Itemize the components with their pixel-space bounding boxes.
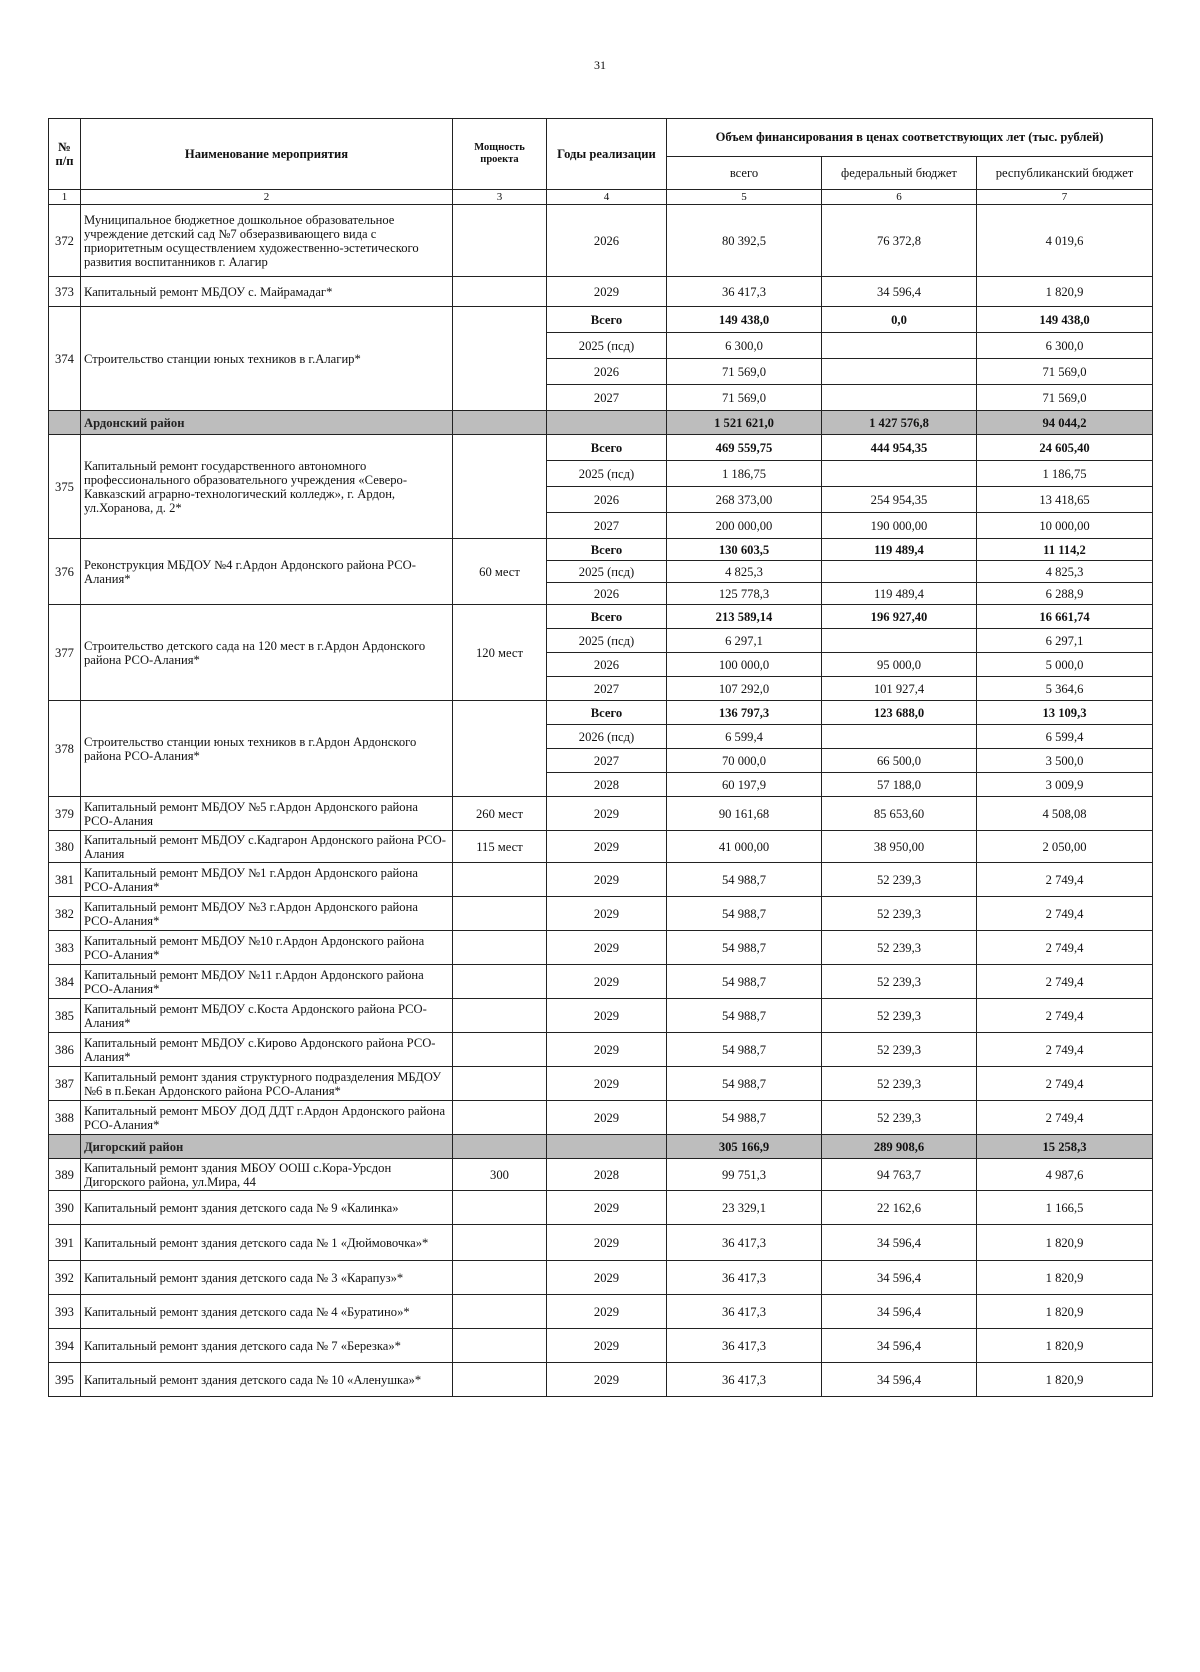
row-year: Всего	[547, 701, 667, 725]
row-republic: 1 820,9	[977, 1329, 1153, 1363]
row-total: 107 292,0	[667, 677, 822, 701]
row-total: 200 000,00	[667, 513, 822, 539]
header-federal: федеральный бюджет	[822, 157, 977, 190]
row-republic: 71 569,0	[977, 359, 1153, 385]
district-capacity-cell	[453, 1135, 547, 1159]
row-year: 2026	[547, 487, 667, 513]
table-row	[49, 999, 1153, 1033]
district-years-cell	[547, 1135, 667, 1159]
row-total: 36 417,3	[667, 277, 822, 307]
row-federal: 52 239,3	[822, 1033, 977, 1067]
table-row	[49, 1261, 1153, 1295]
table-row	[49, 1225, 1153, 1261]
row-federal: 190 000,00	[822, 513, 977, 539]
column-index-cell: 3	[453, 190, 547, 205]
row-number: 393	[49, 1295, 81, 1329]
table-row	[49, 1101, 1153, 1135]
row-year: 2029	[547, 1295, 667, 1329]
row-total: 469 559,75	[667, 435, 822, 461]
row-republic: 4 987,6	[977, 1159, 1153, 1191]
district-name: Ардонский район	[81, 411, 453, 435]
row-total: 36 417,3	[667, 1363, 822, 1397]
row-federal: 34 596,4	[822, 277, 977, 307]
row-capacity: 115 мест	[453, 831, 547, 863]
row-federal: 34 596,4	[822, 1225, 977, 1261]
row-federal	[822, 359, 977, 385]
row-total: 99 751,3	[667, 1159, 822, 1191]
column-index-cell: 6	[822, 190, 977, 205]
column-index-row	[49, 190, 1153, 205]
row-name: Капитальный ремонт здания детского сада № 4 «Буратино»*	[81, 1295, 453, 1329]
row-name: Капитальный ремонт МБДОУ №3 г.Ардон Ардонского района РСО-Алания*	[81, 897, 453, 931]
row-federal: 119 489,4	[822, 583, 977, 605]
district-total: 1 521 621,0	[667, 411, 822, 435]
header-years: Годы реализации	[547, 119, 667, 190]
row-total: 36 417,3	[667, 1329, 822, 1363]
row-total: 54 988,7	[667, 931, 822, 965]
row-year: 2029	[547, 1191, 667, 1225]
table-row	[49, 1067, 1153, 1101]
row-name: Капитальный ремонт здания детского сада № 7 «Березка»*	[81, 1329, 453, 1363]
district-republic: 94 044,2	[977, 411, 1153, 435]
row-federal: 76 372,8	[822, 205, 977, 277]
row-federal: 38 950,00	[822, 831, 977, 863]
row-name: Строительство станции юных техников в г.Алагир*	[81, 307, 453, 411]
row-year: 2028	[547, 1159, 667, 1191]
row-total: 36 417,3	[667, 1295, 822, 1329]
row-republic: 3 500,0	[977, 749, 1153, 773]
row-federal	[822, 461, 977, 487]
row-total: 149 438,0	[667, 307, 822, 333]
row-republic: 4 508,08	[977, 797, 1153, 831]
row-federal: 95 000,0	[822, 653, 977, 677]
row-republic: 2 749,4	[977, 965, 1153, 999]
row-capacity: 60 мест	[453, 539, 547, 605]
table-row	[49, 1295, 1153, 1329]
row-total: 23 329,1	[667, 1191, 822, 1225]
row-republic: 71 569,0	[977, 385, 1153, 411]
row-year: 2025 (псд)	[547, 461, 667, 487]
row-federal: 34 596,4	[822, 1261, 977, 1295]
row-republic: 2 749,4	[977, 1067, 1153, 1101]
row-year: Всего	[547, 539, 667, 561]
column-index-cell: 5	[667, 190, 822, 205]
district-federal: 1 427 576,8	[822, 411, 977, 435]
row-year: 2026	[547, 205, 667, 277]
row-republic: 2 749,4	[977, 931, 1153, 965]
row-total: 54 988,7	[667, 1067, 822, 1101]
row-number: 395	[49, 1363, 81, 1397]
row-federal: 66 500,0	[822, 749, 977, 773]
header-republic: республиканский бюджет	[977, 157, 1153, 190]
row-total: 71 569,0	[667, 359, 822, 385]
row-number: 383	[49, 931, 81, 965]
row-total: 100 000,0	[667, 653, 822, 677]
row-republic: 4 019,6	[977, 205, 1153, 277]
row-number: 390	[49, 1191, 81, 1225]
row-capacity	[453, 205, 547, 277]
row-federal: 119 489,4	[822, 539, 977, 561]
row-republic: 24 605,40	[977, 435, 1153, 461]
row-number: 391	[49, 1225, 81, 1261]
row-number: 392	[49, 1261, 81, 1295]
row-year: 2029	[547, 931, 667, 965]
column-index-cell: 1	[49, 190, 81, 205]
row-capacity	[453, 1295, 547, 1329]
row-number: 388	[49, 1101, 81, 1135]
row-republic: 149 438,0	[977, 307, 1153, 333]
row-capacity	[453, 277, 547, 307]
row-republic: 6 599,4	[977, 725, 1153, 749]
row-federal: 57 188,0	[822, 773, 977, 797]
row-name: Капитальный ремонт здания детского сада № 9 «Калинка»	[81, 1191, 453, 1225]
row-capacity	[453, 435, 547, 539]
row-number: 386	[49, 1033, 81, 1067]
row-number: 387	[49, 1067, 81, 1101]
row-number: 381	[49, 863, 81, 897]
row-federal	[822, 333, 977, 359]
row-year: 2029	[547, 1225, 667, 1261]
row-year: 2029	[547, 1329, 667, 1363]
row-republic: 1 820,9	[977, 1225, 1153, 1261]
row-federal: 34 596,4	[822, 1363, 977, 1397]
row-republic: 13 418,65	[977, 487, 1153, 513]
row-total: 80 392,5	[667, 205, 822, 277]
row-federal	[822, 561, 977, 583]
row-total: 268 373,00	[667, 487, 822, 513]
row-capacity	[453, 863, 547, 897]
row-year: 2025 (псд)	[547, 629, 667, 653]
table-row	[49, 863, 1153, 897]
row-federal: 34 596,4	[822, 1295, 977, 1329]
row-total: 130 603,5	[667, 539, 822, 561]
row-year: 2029	[547, 999, 667, 1033]
row-year: 2029	[547, 831, 667, 863]
row-number: 377	[49, 605, 81, 701]
row-year: 2026	[547, 653, 667, 677]
table-row	[49, 205, 1153, 277]
row-name: Капитальный ремонт МБОУ ДОД ДДТ г.Ардон Ардонского района РСО-Алания*	[81, 1101, 453, 1135]
row-name: Строительство детского сада на 120 мест в г.Ардон Ардонского района РСО-Алания*	[81, 605, 453, 701]
row-federal	[822, 725, 977, 749]
row-capacity	[453, 999, 547, 1033]
row-total: 36 417,3	[667, 1225, 822, 1261]
row-republic: 6 288,9	[977, 583, 1153, 605]
row-total: 41 000,00	[667, 831, 822, 863]
row-year: 2025 (псд)	[547, 561, 667, 583]
row-number: 376	[49, 539, 81, 605]
row-year: 2029	[547, 1101, 667, 1135]
row-number: 373	[49, 277, 81, 307]
page-number: 31	[594, 58, 606, 72]
row-year: 2027	[547, 513, 667, 539]
row-total: 6 300,0	[667, 333, 822, 359]
header-total: всего	[667, 157, 822, 190]
row-total: 54 988,7	[667, 863, 822, 897]
table-row	[49, 277, 1153, 307]
row-name: Капитальный ремонт государственного автономного профессионального образовательного учреждения «Северо-Кавказский аграрно-технологический колледж», г. Ардон, ул.Хоранова, д. 2*	[81, 435, 453, 539]
row-republic: 1 820,9	[977, 1261, 1153, 1295]
row-republic: 3 009,9	[977, 773, 1153, 797]
row-year: 2029	[547, 1363, 667, 1397]
row-total: 60 197,9	[667, 773, 822, 797]
row-total: 4 825,3	[667, 561, 822, 583]
row-name: Реконструкция МБДОУ №4 г.Ардон Ардонского района РСО-Алания*	[81, 539, 453, 605]
row-republic: 16 661,74	[977, 605, 1153, 629]
row-name: Капитальный ремонт здания детского сада № 3 «Карапуз»*	[81, 1261, 453, 1295]
row-capacity	[453, 1067, 547, 1101]
row-capacity	[453, 1363, 547, 1397]
row-federal	[822, 385, 977, 411]
row-total: 1 186,75	[667, 461, 822, 487]
row-republic: 13 109,3	[977, 701, 1153, 725]
row-republic: 5 000,0	[977, 653, 1153, 677]
row-capacity	[453, 307, 547, 411]
row-year: 2029	[547, 1033, 667, 1067]
row-year: 2029	[547, 1067, 667, 1101]
row-republic: 1 166,5	[977, 1191, 1153, 1225]
row-capacity	[453, 1261, 547, 1295]
district-num-cell	[49, 411, 81, 435]
district-total: 305 166,9	[667, 1135, 822, 1159]
district-row	[49, 411, 1153, 435]
row-name: Капитальный ремонт МБДОУ с.Кадгарон Ардонского района РСО-Алания	[81, 831, 453, 863]
table-row	[49, 831, 1153, 863]
row-number: 372	[49, 205, 81, 277]
row-name: Капитальный ремонт МБДОУ с.Кирово Ардонского района РСО-Алания*	[81, 1033, 453, 1067]
row-capacity	[453, 1033, 547, 1067]
row-federal: 123 688,0	[822, 701, 977, 725]
row-federal: 85 653,60	[822, 797, 977, 831]
row-name: Капитальный ремонт МБДОУ №1 г.Ардон Ардонского района РСО-Алания*	[81, 863, 453, 897]
table-row	[49, 1191, 1153, 1225]
district-name: Дигорский район	[81, 1135, 453, 1159]
district-republic: 15 258,3	[977, 1135, 1153, 1159]
table-row	[49, 1363, 1153, 1397]
row-name: Капитальный ремонт здания детского сада № 1 «Дюймовочка»*	[81, 1225, 453, 1261]
row-federal: 0,0	[822, 307, 977, 333]
row-capacity	[453, 965, 547, 999]
district-federal: 289 908,6	[822, 1135, 977, 1159]
row-total: 6 297,1	[667, 629, 822, 653]
row-capacity	[453, 701, 547, 797]
row-year: 2026	[547, 359, 667, 385]
row-year: 2029	[547, 277, 667, 307]
row-number: 374	[49, 307, 81, 411]
row-republic: 5 364,6	[977, 677, 1153, 701]
row-federal: 444 954,35	[822, 435, 977, 461]
row-capacity	[453, 1329, 547, 1363]
row-total: 71 569,0	[667, 385, 822, 411]
table-row	[49, 605, 1153, 629]
district-capacity-cell	[453, 411, 547, 435]
row-year: 2029	[547, 965, 667, 999]
row-number: 382	[49, 897, 81, 931]
row-number: 379	[49, 797, 81, 831]
row-republic: 2 749,4	[977, 1101, 1153, 1135]
row-number: 385	[49, 999, 81, 1033]
row-number: 380	[49, 831, 81, 863]
row-year: Всего	[547, 307, 667, 333]
row-year: 2027	[547, 385, 667, 411]
funding-table	[48, 118, 1153, 1397]
header-num: № п/п	[49, 119, 81, 190]
table-row	[49, 797, 1153, 831]
row-federal: 196 927,40	[822, 605, 977, 629]
table-row	[49, 307, 1153, 333]
row-republic: 1 820,9	[977, 1363, 1153, 1397]
row-number: 375	[49, 435, 81, 539]
row-number: 378	[49, 701, 81, 797]
row-capacity	[453, 897, 547, 931]
row-total: 70 000,0	[667, 749, 822, 773]
table-row	[49, 931, 1153, 965]
row-republic: 2 749,4	[977, 863, 1153, 897]
row-republic: 2 749,4	[977, 897, 1153, 931]
table-row	[49, 701, 1153, 725]
row-federal: 34 596,4	[822, 1329, 977, 1363]
row-name: Капитальный ремонт здания МБОУ ООШ с.Кора-Урсдон Дигорского района, ул.Мира, 44	[81, 1159, 453, 1191]
row-republic: 2 050,00	[977, 831, 1153, 863]
district-years-cell	[547, 411, 667, 435]
row-year: 2027	[547, 677, 667, 701]
row-year: 2029	[547, 897, 667, 931]
row-number: 384	[49, 965, 81, 999]
row-federal: 52 239,3	[822, 999, 977, 1033]
row-name: Капитальный ремонт МБДОУ №10 г.Ардон Ардонского района РСО-Алания*	[81, 931, 453, 965]
row-republic: 11 114,2	[977, 539, 1153, 561]
district-row	[49, 1135, 1153, 1159]
row-capacity: 260 мест	[453, 797, 547, 831]
row-name: Капитальный ремонт здания детского сада № 10 «Аленушка»*	[81, 1363, 453, 1397]
row-republic: 2 749,4	[977, 999, 1153, 1033]
row-federal: 254 954,35	[822, 487, 977, 513]
row-republic: 2 749,4	[977, 1033, 1153, 1067]
row-name: Капитальный ремонт здания структурного подразделения МБДОУ №6 в п.Бекан Ардонского района РСО-Алания*	[81, 1067, 453, 1101]
row-federal: 22 162,6	[822, 1191, 977, 1225]
row-capacity	[453, 931, 547, 965]
row-republic: 1 820,9	[977, 277, 1153, 307]
row-republic: 4 825,3	[977, 561, 1153, 583]
row-year: 2029	[547, 797, 667, 831]
row-total: 54 988,7	[667, 1101, 822, 1135]
row-name: Капитальный ремонт МБДОУ с.Коста Ардонского района РСО-Алания*	[81, 999, 453, 1033]
table-row	[49, 965, 1153, 999]
table-row	[49, 539, 1153, 561]
row-year: 2025 (псд)	[547, 333, 667, 359]
row-total: 54 988,7	[667, 965, 822, 999]
row-federal: 52 239,3	[822, 1101, 977, 1135]
row-total: 136 797,3	[667, 701, 822, 725]
table-row	[49, 1033, 1153, 1067]
row-name: Муниципальное бюджетное дошкольное образовательное учреждение детский сад №7 обзеразвивающего вида с приоритетным осуществлением художественно-эстетического развития воспитанников г. Алагир	[81, 205, 453, 277]
header-name: Наименование мероприятия	[81, 119, 453, 190]
row-federal: 101 927,4	[822, 677, 977, 701]
table-row	[49, 1329, 1153, 1363]
row-name: Капитальный ремонт МБДОУ с. Майрамадаг*	[81, 277, 453, 307]
row-federal: 52 239,3	[822, 965, 977, 999]
district-num-cell	[49, 1135, 81, 1159]
row-republic: 6 297,1	[977, 629, 1153, 653]
row-capacity	[453, 1101, 547, 1135]
table-row	[49, 897, 1153, 931]
column-index-cell: 2	[81, 190, 453, 205]
row-republic: 1 820,9	[977, 1295, 1153, 1329]
header-funding: Объем финансирования в ценах соответствующих лет (тыс. рублей)	[667, 119, 1153, 157]
table-row	[49, 435, 1153, 461]
row-total: 54 988,7	[667, 999, 822, 1033]
row-federal: 52 239,3	[822, 863, 977, 897]
row-year: 2026	[547, 583, 667, 605]
row-name: Капитальный ремонт МБДОУ №11 г.Ардон Ардонского района РСО-Алания*	[81, 965, 453, 999]
row-total: 6 599,4	[667, 725, 822, 749]
row-republic: 1 186,75	[977, 461, 1153, 487]
row-total: 36 417,3	[667, 1261, 822, 1295]
row-number: 394	[49, 1329, 81, 1363]
row-republic: 6 300,0	[977, 333, 1153, 359]
row-year: 2029	[547, 863, 667, 897]
header-capacity: Мощность проекта	[453, 119, 547, 190]
row-total: 54 988,7	[667, 1033, 822, 1067]
row-year: 2027	[547, 749, 667, 773]
row-name: Строительство станции юных техников в г.Ардон Ардонского района РСО-Алания*	[81, 701, 453, 797]
row-federal	[822, 629, 977, 653]
row-capacity: 300	[453, 1159, 547, 1191]
row-year: 2029	[547, 1261, 667, 1295]
row-federal: 94 763,7	[822, 1159, 977, 1191]
table-body	[49, 205, 1153, 1397]
row-federal: 52 239,3	[822, 931, 977, 965]
row-year: 2028	[547, 773, 667, 797]
table-row	[49, 1159, 1153, 1191]
row-republic: 10 000,00	[977, 513, 1153, 539]
column-index-cell: 4	[547, 190, 667, 205]
row-federal: 52 239,3	[822, 1067, 977, 1101]
column-index-cell: 7	[977, 190, 1153, 205]
row-year: 2026 (псд)	[547, 725, 667, 749]
row-capacity	[453, 1191, 547, 1225]
row-year: Всего	[547, 435, 667, 461]
row-capacity: 120 мест	[453, 605, 547, 701]
row-total: 125 778,3	[667, 583, 822, 605]
row-year: Всего	[547, 605, 667, 629]
row-total: 213 589,14	[667, 605, 822, 629]
row-capacity	[453, 1225, 547, 1261]
row-total: 90 161,68	[667, 797, 822, 831]
row-total: 54 988,7	[667, 897, 822, 931]
row-federal: 52 239,3	[822, 897, 977, 931]
row-number: 389	[49, 1159, 81, 1191]
row-name: Капитальный ремонт МБДОУ №5 г.Ардон Ардонского района РСО-Алания	[81, 797, 453, 831]
